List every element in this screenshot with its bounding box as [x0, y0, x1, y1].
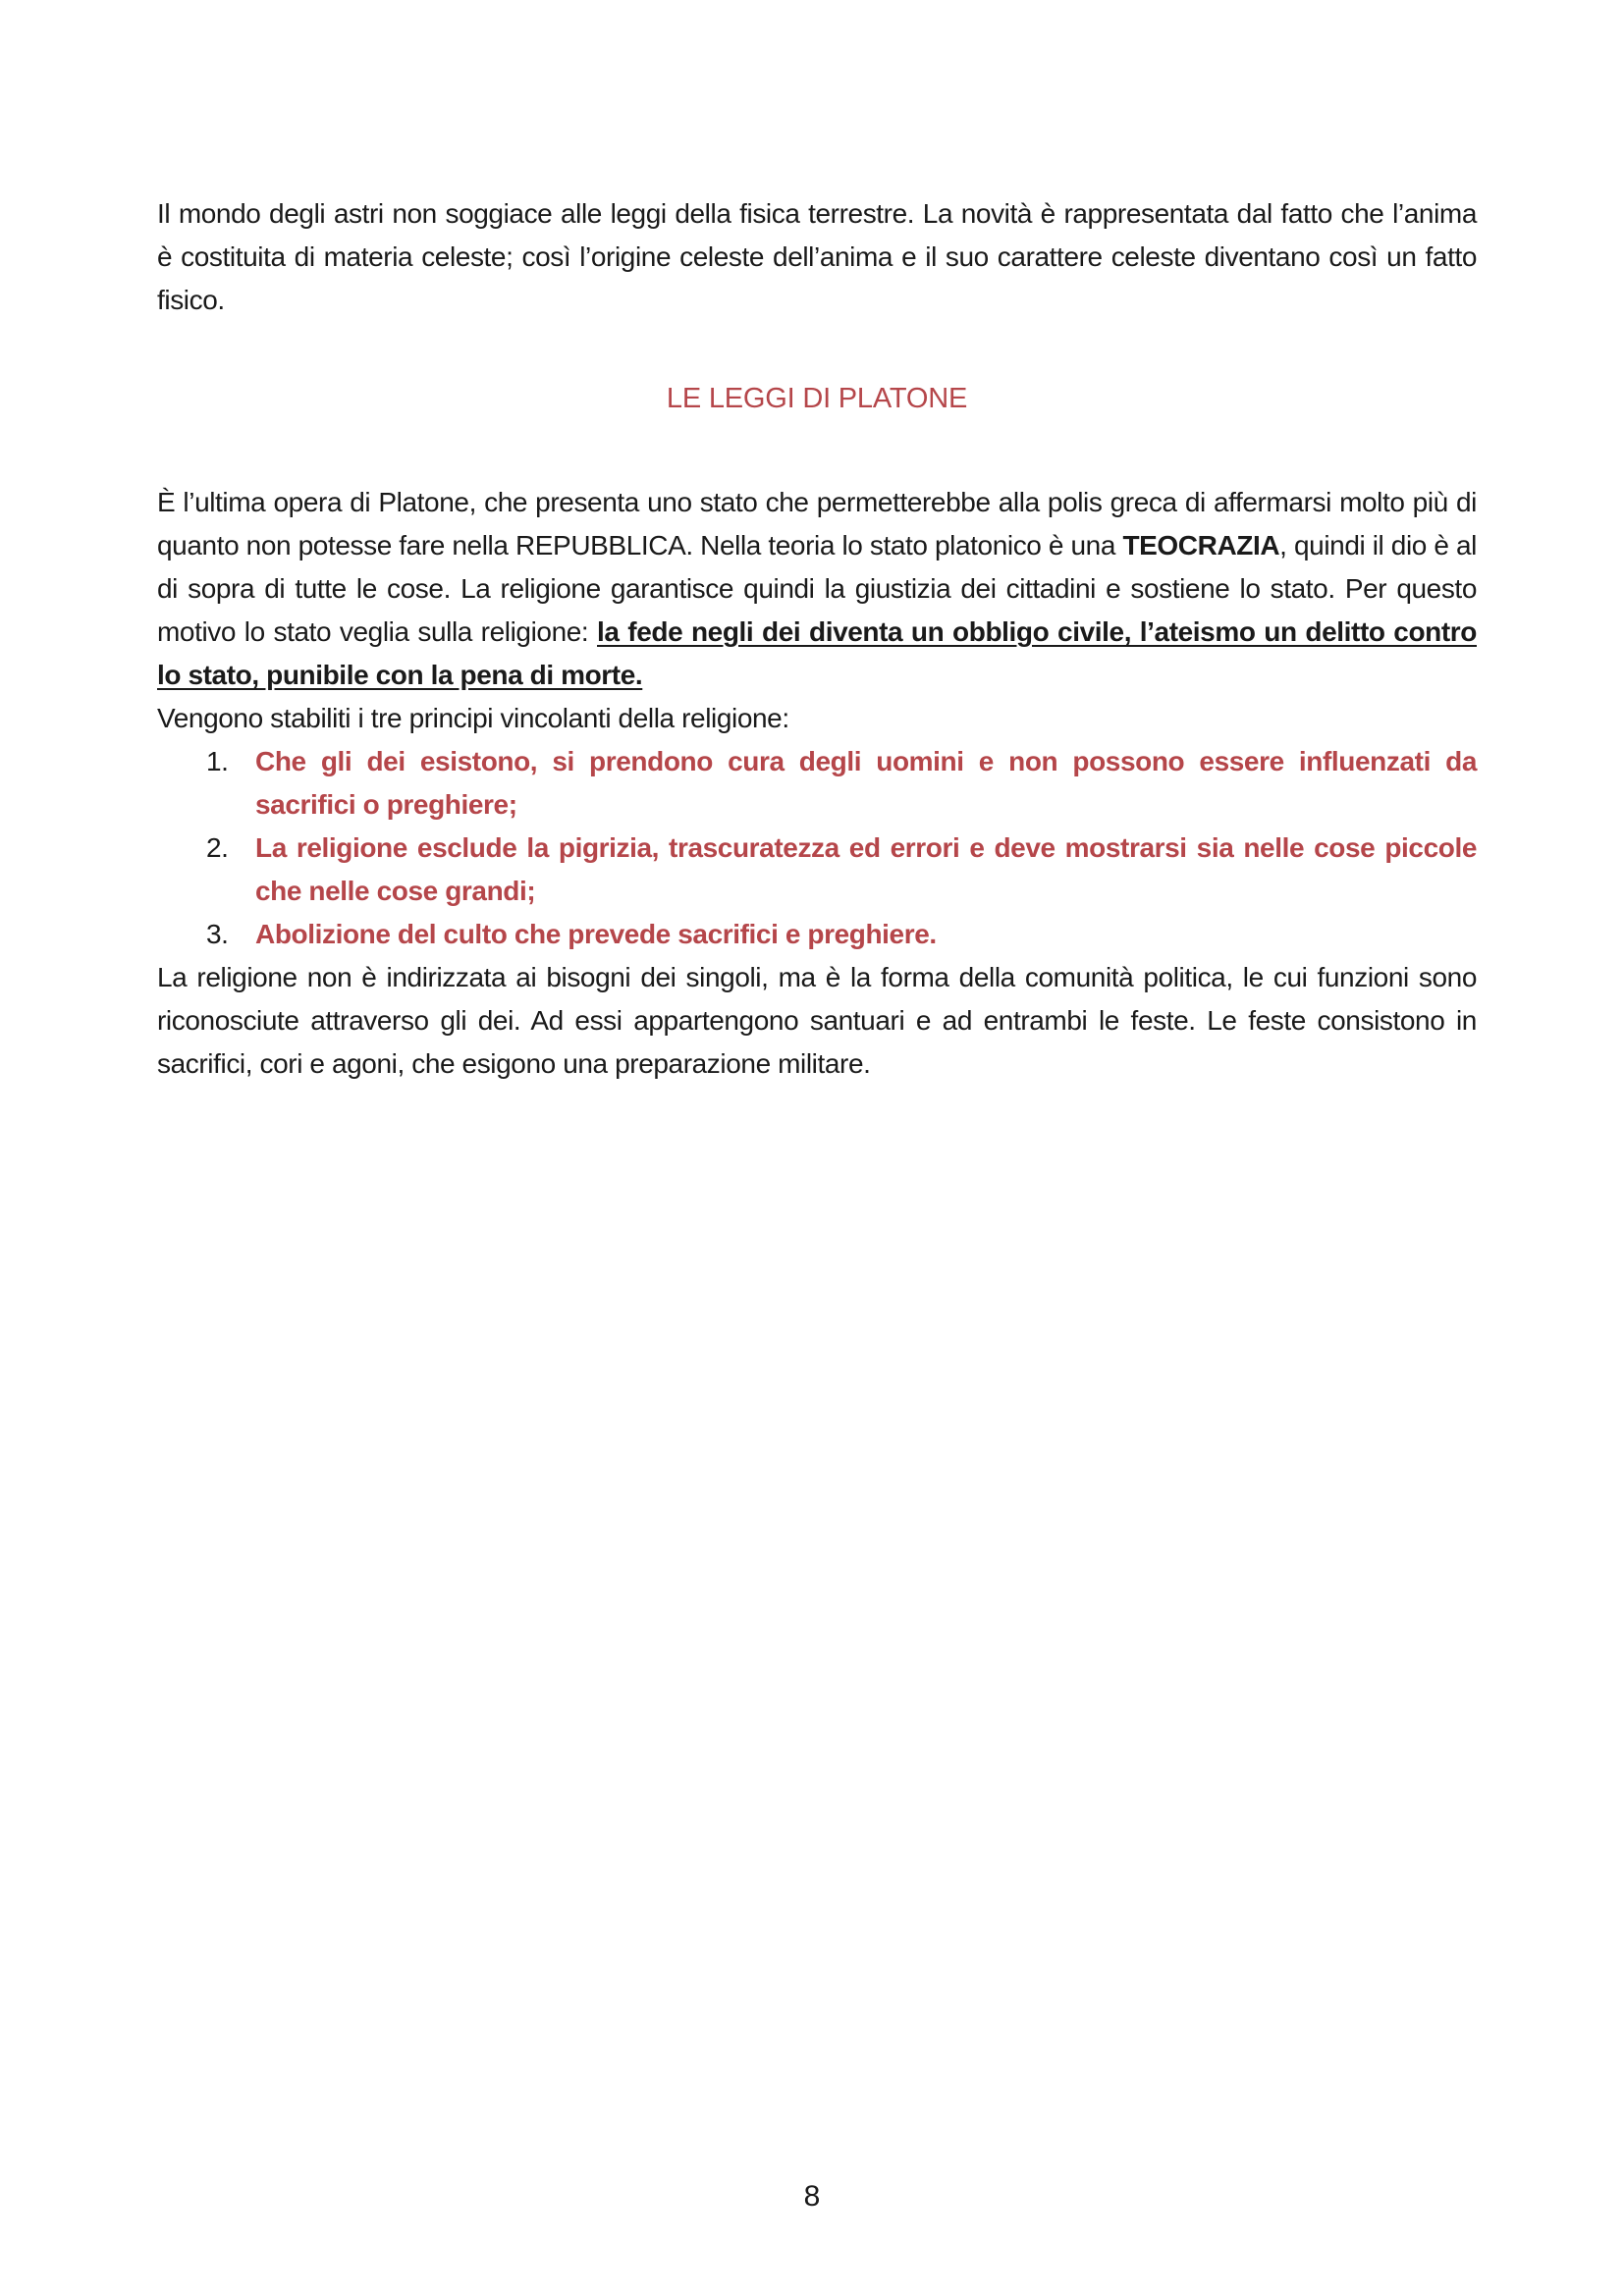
page-number: 8 — [803, 2180, 821, 2213]
principles-list — [157, 740, 1477, 956]
page-content — [157, 192, 1477, 1086]
list-item — [157, 913, 1477, 956]
paragraph-text-middle: , quindi il dio è al di sopra di tutte le cose. La religione garantisce quindi la giustizia dei cittadini e sostiene lo stato. Per questo motivo lo stato veglia sulla religione: — [157, 530, 1477, 647]
list-item-number: 1. — [206, 746, 229, 776]
intro-paragraph: Il mondo degli astri non soggiace alle leggi della fisica terrestre. La novità è rappresentata dal fatto che l’anima è costituita di materia celeste; così l’origine celeste dell’anima e il suo carattere celeste diventano così un fatto fisico. — [157, 198, 1477, 315]
list-item-number: 2. — [206, 832, 229, 863]
list-item-number: 3. — [206, 919, 229, 949]
list-item-text: La religione esclude la pigrizia, trascuratezza ed errori e deve mostrarsi sia nelle cose piccole che nelle cose grandi; — [255, 832, 1477, 906]
body-paragraph — [157, 481, 1477, 697]
principles-intro: Vengono stabiliti i tre principi vincolanti della religione: — [157, 703, 789, 733]
emphasized-statement: la fede negli dei diventa un obbligo civile, l’ateismo un delitto contro lo stato, punibile con la pena di morte. — [157, 616, 1477, 690]
list-item-text: Che gli dei esistono, si prendono cura degli uomini e non possono essere influenzati da sacrifici o preghiere; — [255, 746, 1477, 820]
paragraph-text-start: È l’ultima opera di Platone, che presenta uno stato che permetterebbe alla polis greca di affermarsi molto più di quanto non potesse fare nella REPUBBLICA. Nella teoria lo stato platonico è una — [157, 487, 1477, 561]
theocracy-term: TEOCRAZIA — [1122, 530, 1280, 561]
closing-paragraph: La religione non è indirizzata ai bisogni dei singoli, ma è la forma della comunità politica, le cui funzioni sono riconosciute attraverso gli dei. Ad essi appartengono santuari e ad entrambi le feste. Le feste consistono in sacrifici, cori e agoni, che esigono una preparazione militare. — [157, 962, 1477, 1079]
section-title: LE LEGGI DI PLATONE — [666, 383, 968, 414]
list-item — [157, 740, 1477, 827]
list-item — [157, 827, 1477, 913]
list-item-text: Abolizione del culto che prevede sacrifici e preghiere. — [255, 919, 937, 949]
